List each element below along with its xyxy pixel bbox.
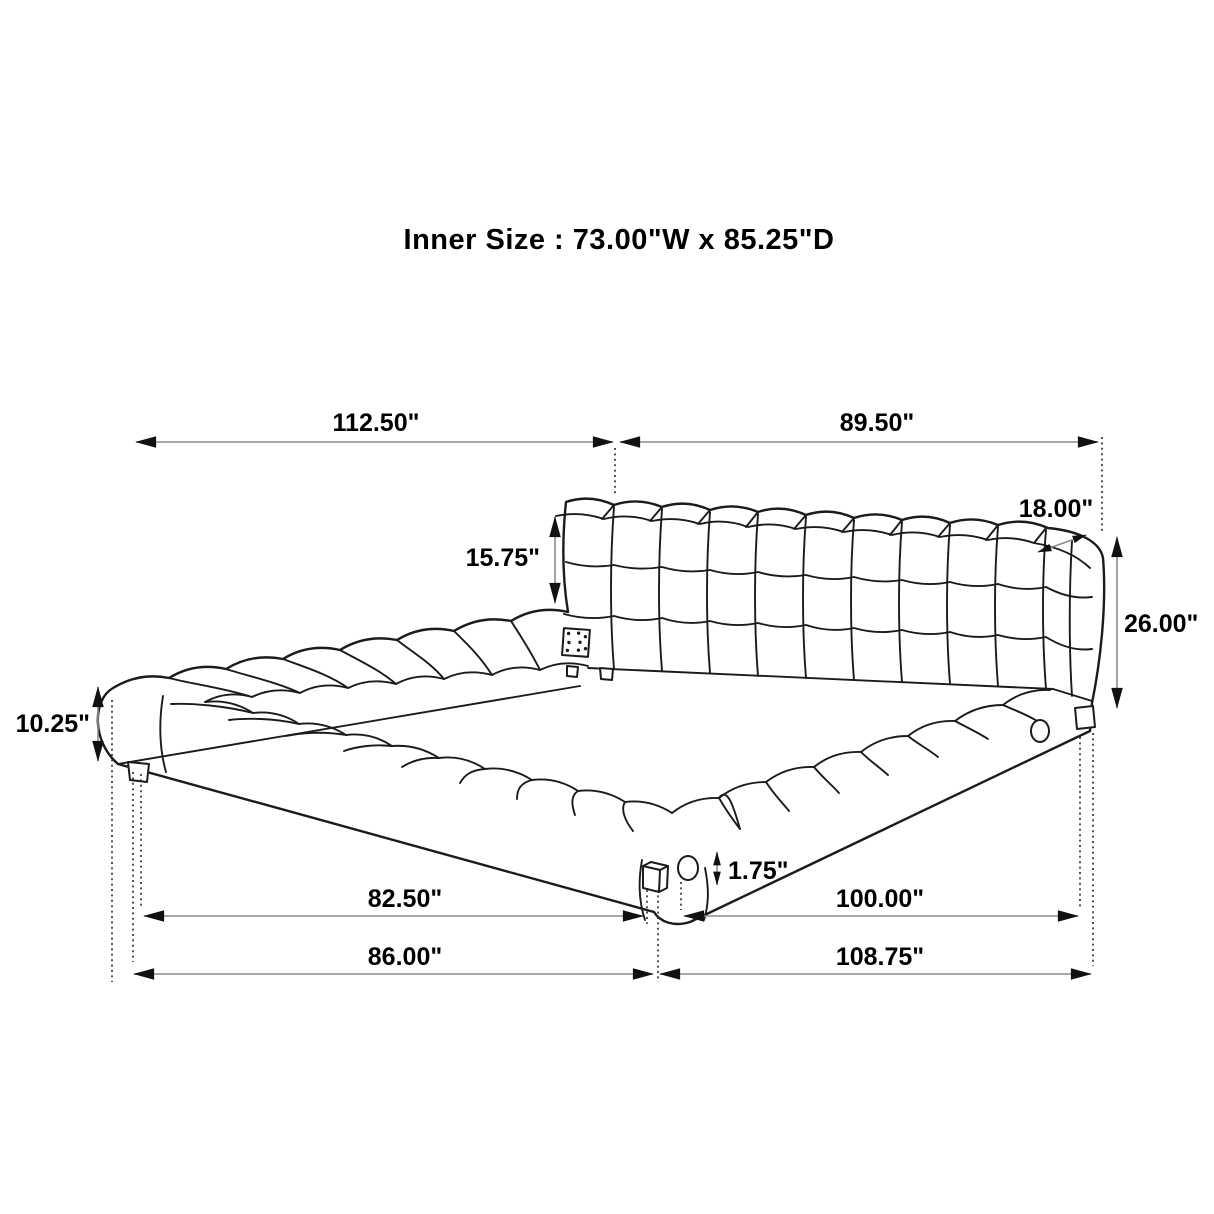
dim-outer-span-right	[660, 943, 1091, 974]
dim-label-18-00: 18.00"	[1018, 495, 1094, 523]
dim-inner-span-left	[144, 885, 643, 916]
dim-overall-depth	[620, 409, 1098, 442]
dim-label-82-50: 82.50"	[367, 885, 443, 913]
dim-label-112-50: 112.50"	[332, 409, 420, 437]
dim-label-86-00: 86.00"	[367, 943, 443, 971]
dim-outer-span-left	[134, 943, 653, 974]
dim-label-108-75: 108.75"	[835, 943, 925, 971]
dim-rail-height	[16, 687, 98, 761]
dim-headboard-above-rail	[466, 517, 555, 603]
page-title: Inner Size : 73.00"W x 85.25"D	[403, 224, 835, 256]
dim-label-1-75: 1.75"	[728, 857, 789, 885]
mounting-bracket	[562, 628, 590, 657]
dim-label-15-75: 15.75"	[465, 544, 540, 572]
dim-label-89-50: 89.50"	[839, 409, 915, 437]
dim-overall-width	[136, 409, 613, 442]
dim-leg-height	[717, 852, 789, 885]
dim-label-10-25: 10.25"	[15, 710, 90, 738]
dim-headboard-height	[1117, 537, 1198, 708]
bed-drawing	[98, 499, 1104, 924]
dim-label-26-00: 26.00"	[1124, 610, 1199, 638]
dim-label-100-00: 100.00"	[835, 885, 925, 913]
